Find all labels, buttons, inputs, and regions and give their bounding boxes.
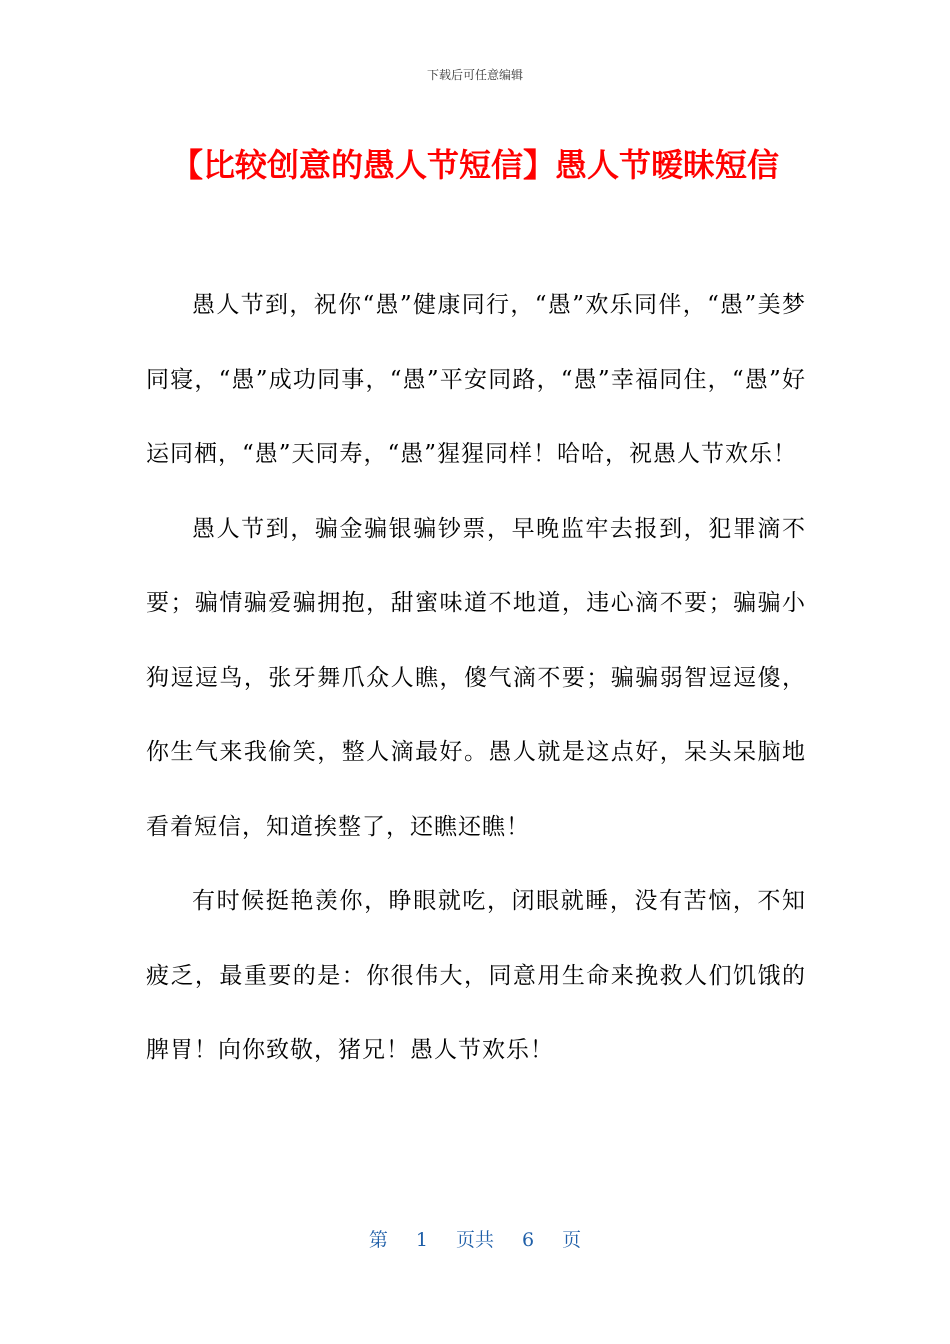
paragraph: 愚人节到，骗金骗银骗钞票，早晚监牢去报到，犯罪滴不要；骗情骗爱骗拥抱，甜蜜味道不地道，违心滴不要；骗骗小狗逗逗鸟，张牙舞爪众人瞧，傻气滴不要；骗骗弱智逗逗傻，你生气来我偷笑，整人滴最好。愚人就是这点好，呆头呆脑地看着短信，知道挨整了，还瞧还瞧！ bbox=[146, 515, 806, 840]
footer-prefix: 第 bbox=[368, 1229, 388, 1251]
page-footer bbox=[0, 1225, 950, 1252]
footer-middle: 页共 bbox=[455, 1229, 494, 1251]
document-body bbox=[146, 268, 806, 1088]
footer-page-number: 1 bbox=[415, 1229, 428, 1251]
paragraph: 愚人节到，祝你“愚”健康同行，“愚”欢乐同伴，“愚”美梦同寝，“愚”成功同事，“愚”平安同路，“愚”幸福同住，“愚”好运同栖，“愚”天同寿，“愚”猩猩同样！哈哈，祝愚人节欢乐！ bbox=[146, 292, 806, 467]
document-title: 【比较创意的愚人节短信】愚人节暧昧短信 bbox=[170, 146, 779, 184]
footer-total-pages: 6 bbox=[522, 1229, 535, 1251]
paragraph: 有时候挺艳羡你，睁眼就吃，闭眼就睡，没有苦恼，不知疲乏，最重要的是：你很伟大，同意用生命来挽救人们饥饿的脾胃！向你致敬，猪兄！愚人节欢乐！ bbox=[146, 888, 806, 1063]
footer-suffix: 页 bbox=[562, 1229, 582, 1251]
header-note: 下载后可任意编辑 bbox=[426, 68, 523, 82]
